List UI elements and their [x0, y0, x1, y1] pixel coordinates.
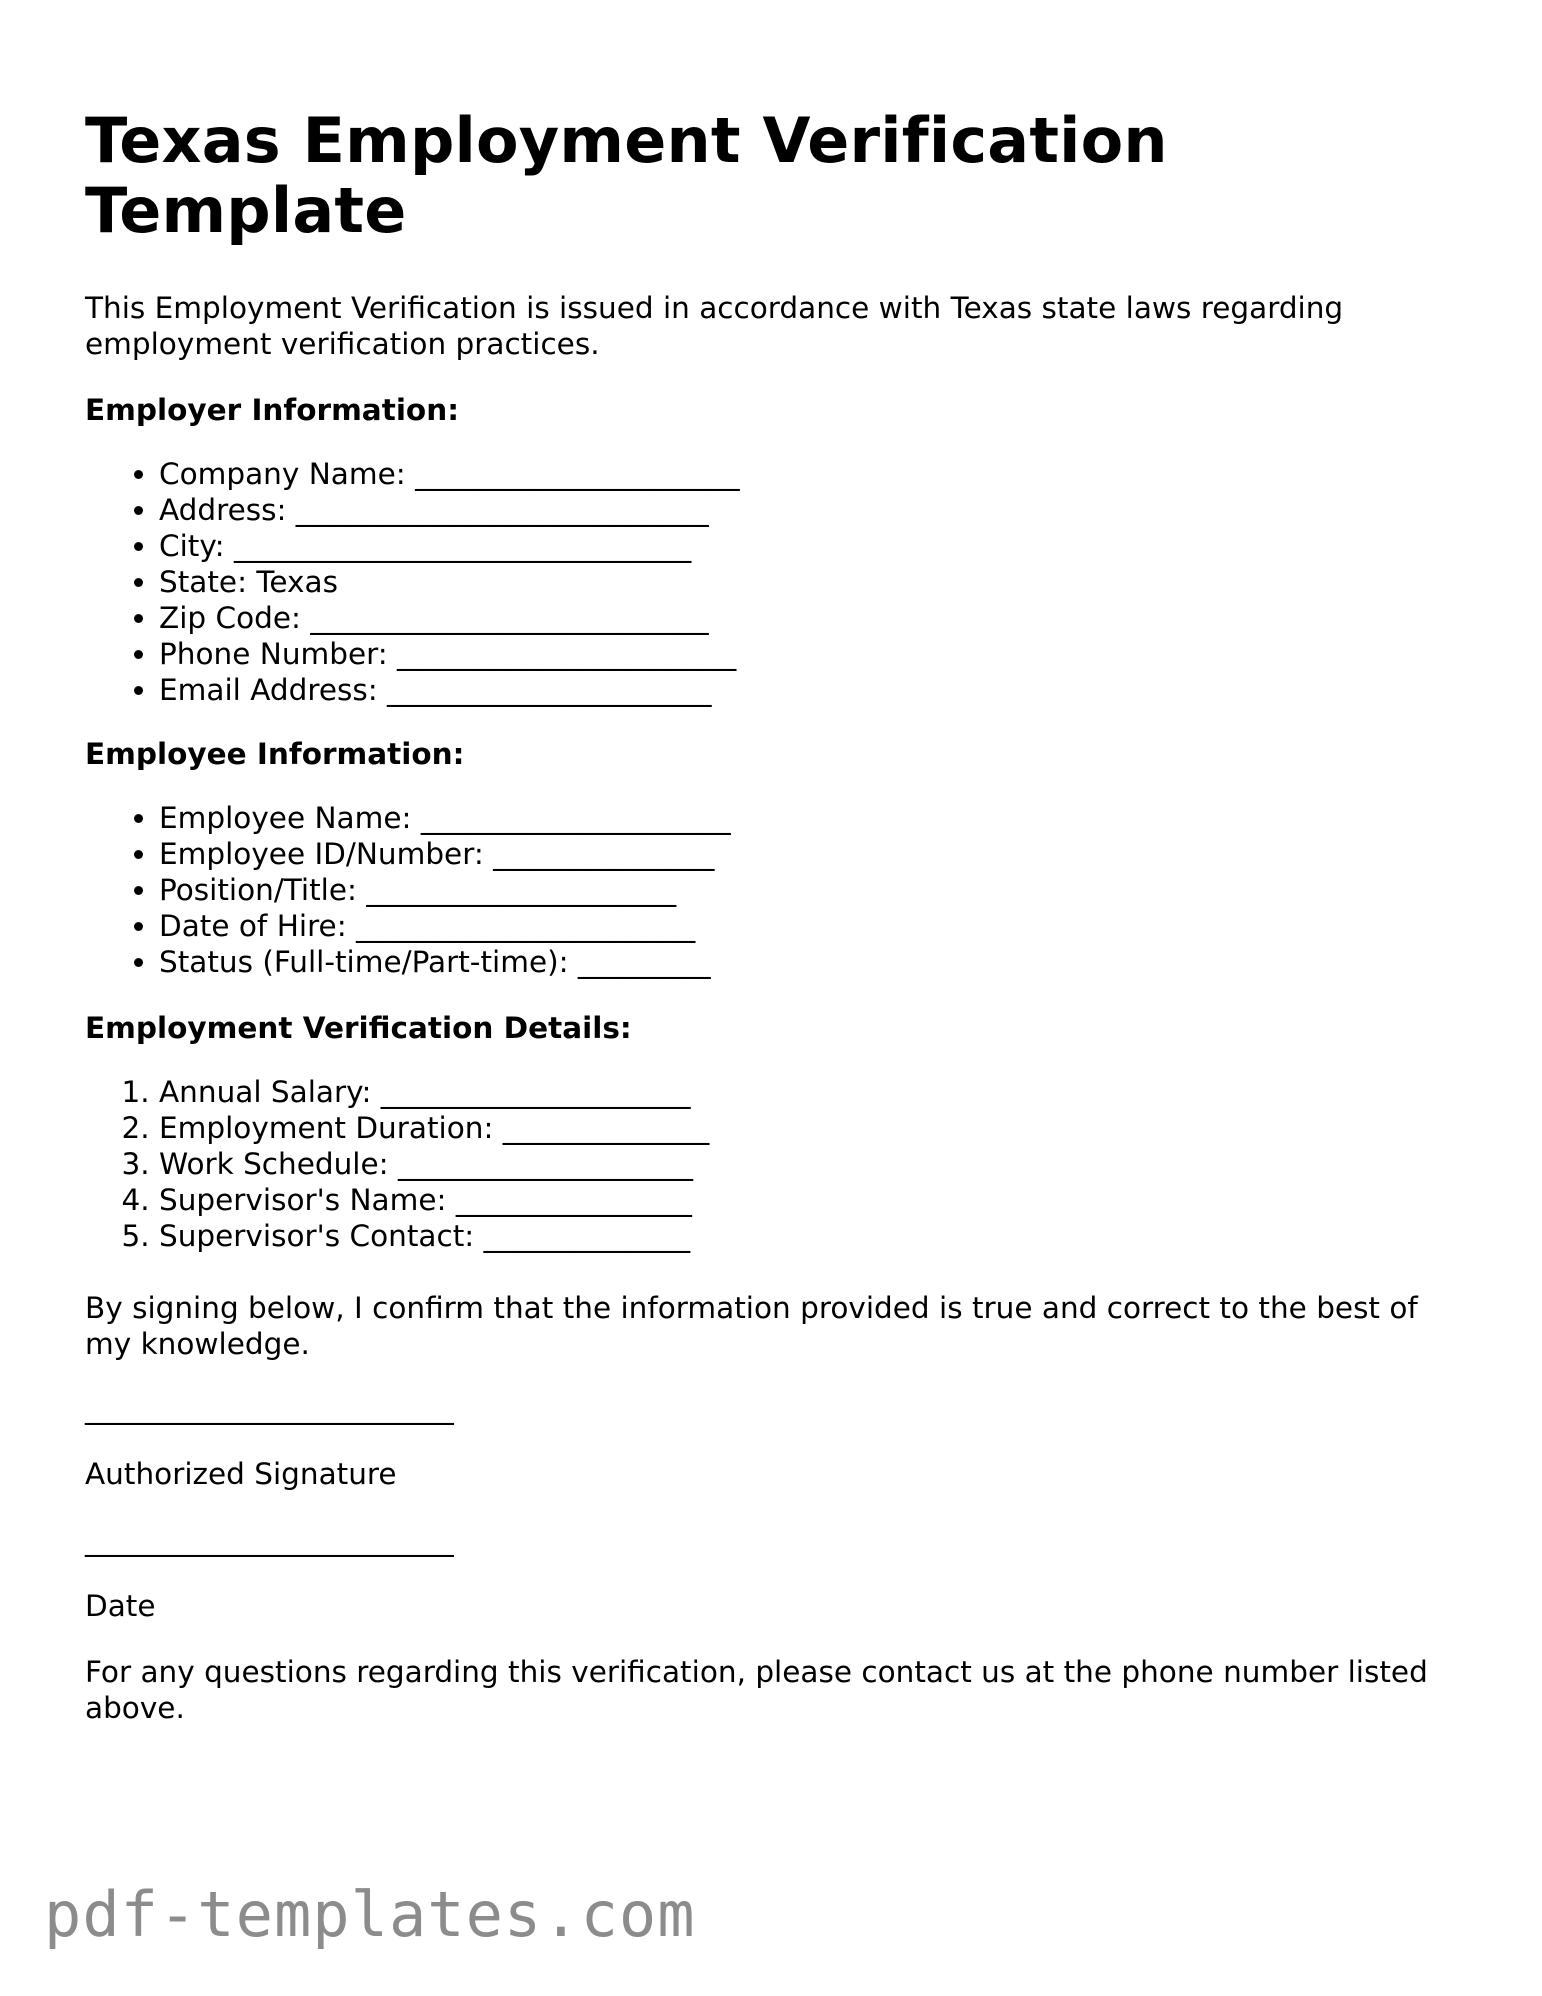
details-section-heading: Employment Verification Details:	[85, 1011, 632, 1045]
field-supervisor-name: 4. Supervisor's Name: ________________	[159, 1182, 709, 1218]
date-label: Date	[85, 1589, 156, 1623]
field-phone-number: • Phone Number: _______________________	[159, 636, 740, 672]
details-field-list	[85, 1074, 709, 1254]
field-work-schedule: 3. Work Schedule: ____________________	[159, 1146, 709, 1182]
confirmation-paragraph: By signing below, I confirm that the information provided is true and correct to the best of my knowledge.	[85, 1291, 1418, 1361]
field-employee-name: • Employee Name: _____________________	[159, 800, 731, 836]
employer-section-heading: Employer Information:	[85, 393, 459, 427]
date-line: _________________________	[85, 1523, 454, 1557]
closing-paragraph: For any questions regarding this verification, please contact us at the phone number listed above.	[85, 1655, 1428, 1725]
field-supervisor-contact: 5. Supervisor's Contact: ______________	[159, 1218, 709, 1254]
field-state: • State: Texas	[159, 564, 740, 600]
page-title: Texas Employment Verification Template	[85, 104, 1168, 247]
employee-section-heading: Employee Information:	[85, 737, 465, 771]
field-city: • City: _______________________________	[159, 528, 740, 564]
field-email-address: • Email Address: ______________________	[159, 672, 740, 708]
intro-paragraph: This Employment Verification is issued in accordance with Texas state laws regarding employment verification practices.	[85, 291, 1344, 361]
field-position-title: • Position/Title: _____________________	[159, 872, 731, 908]
field-zip-code: • Zip Code: ___________________________	[159, 600, 740, 636]
field-employee-id: • Employee ID/Number: _______________	[159, 836, 731, 872]
field-address: • Address: ____________________________	[159, 492, 740, 528]
field-company-name: • Company Name: ______________________	[159, 456, 740, 492]
field-annual-salary: 1. Annual Salary: _____________________	[159, 1074, 709, 1110]
employee-field-list	[85, 800, 731, 980]
field-status: • Status (Full-time/Part-time): _________	[159, 944, 731, 980]
field-date-of-hire: • Date of Hire: _______________________	[159, 908, 731, 944]
employer-field-list	[85, 456, 740, 708]
signature-label: Authorized Signature	[85, 1457, 397, 1491]
field-employment-duration: 2. Employment Duration: ______________	[159, 1110, 709, 1146]
signature-line: _________________________	[85, 1391, 454, 1425]
watermark: pdf-templates.com	[44, 1878, 696, 1951]
